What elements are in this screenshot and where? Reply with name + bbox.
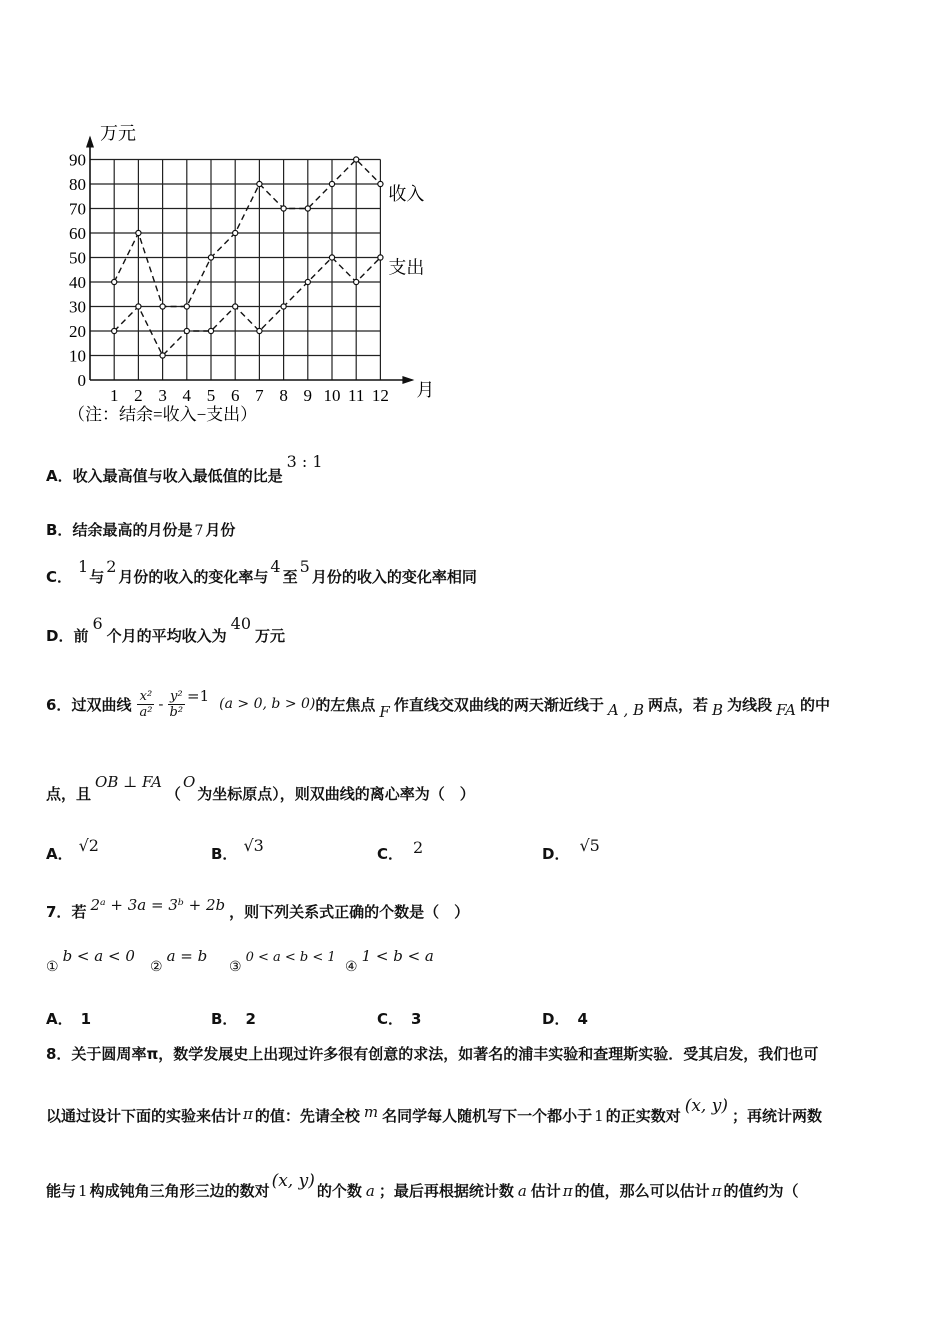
data-point: [160, 304, 165, 309]
series-label: 收入: [388, 184, 425, 204]
x-tick-label: 1: [109, 386, 119, 405]
data-point: [184, 304, 189, 309]
data-point: [136, 230, 141, 235]
chart-grid: [90, 160, 380, 381]
y-tick-label: 80: [69, 175, 86, 194]
data-point: [233, 230, 238, 235]
x-tick-label: 4: [182, 386, 192, 405]
q5-option-d: D．前6个月的平均收入为40万元: [46, 614, 286, 645]
q7-item-2: ②a = b: [150, 947, 208, 975]
x-tick-label: 8: [279, 386, 288, 405]
line-chart: [40, 110, 460, 430]
q5-option-c: C．1与2月份的收入的变化率与4至5月份的收入的变化率相同: [46, 557, 477, 586]
data-point: [160, 353, 165, 358]
q7-option-b: B． 2: [211, 1010, 256, 1028]
data-point: [281, 304, 286, 309]
q7-item-4: ④1 < b < a: [345, 947, 434, 975]
x-tick-label: 5: [206, 386, 216, 405]
x-axis-arrow: [402, 376, 414, 384]
data-point: [354, 279, 359, 284]
x-tick-label: 2: [134, 386, 143, 405]
q6-option-d: D． √5: [542, 836, 600, 863]
data-point: [112, 328, 117, 333]
q6-line1: 6． 过双曲线 $\frac{\text{x²}}{\text{a²}}$ - $\frac{\text{y²}}{\text{b²}}$ =1 (a > 0, b > 0) 的左焦点 F 作直线交双曲线的两天渐近线于 A , B 两点，若 B 为线段 FA 的中: [46, 687, 831, 721]
data-point: [184, 328, 189, 333]
x-tick-label: 10: [323, 386, 341, 405]
q5-option-b: B．结余最高的月份是 7 月份: [46, 521, 236, 539]
data-point: [305, 279, 310, 284]
chart-axes: [86, 136, 414, 385]
y-tick-label: 90: [69, 150, 86, 170]
y-tick-label: 60: [69, 224, 86, 243]
y-tick-label: 20: [69, 322, 86, 341]
x-tick-label: 11: [348, 386, 365, 405]
q7-option-a: A． 1: [46, 1010, 92, 1028]
q6-option-c: C． 2: [377, 838, 424, 863]
data-point: [354, 157, 359, 162]
q8-line1: 8．关于圆周率π，数学发展史上出现过许多很有创意的求法，如著名的浦丰实验和查理斯实验．受其启发，我们也可: [46, 1045, 819, 1063]
series-label: 支出: [388, 257, 425, 278]
data-point: [329, 181, 334, 186]
y-tick-label: 70: [69, 199, 86, 219]
y-tick-label: 10: [69, 346, 86, 366]
q6-line2: 点，且OB ⊥ FA（O为坐标原点），则双曲线的离心率为（ ）: [46, 773, 475, 803]
x-tick-label: 12: [371, 386, 389, 405]
x-tick-label: 3: [158, 386, 167, 405]
x-tick-label: 6: [230, 386, 240, 405]
chart-note: （注：结余=收入−支出）: [68, 405, 258, 424]
y-tick-label: 40: [69, 273, 86, 292]
x-tick-label: 9: [303, 386, 313, 405]
q7-option-d: D． 4: [542, 1010, 588, 1028]
chart-labels: [68, 124, 434, 425]
q8-line2: 以通过设计下面的实验来估计 π 的值：先请全校 m 名同学每人随机写下一个都小于 1 的正实数对 (x, y) ；再统计两数: [46, 1096, 822, 1125]
y-axis-arrow: [86, 136, 94, 148]
y-tick-label: 0: [77, 371, 86, 390]
q7-item-3: ③0 < a < b < 1: [229, 950, 336, 975]
data-point: [281, 206, 286, 211]
fraction-y2-b2: $\frac{\text{y²}}{\text{b²}}$: [169, 688, 184, 720]
x-tick-label: 7: [255, 386, 264, 405]
y-tick-label: 30: [69, 297, 86, 317]
y-tick-label: 50: [69, 248, 86, 268]
q8-line3: 能与 1 构成钝角三角形三边的数对 (x, y) 的个数 a ；最后再根据统计数 a 估计 π 的值，那么可以估计 π 的值约为（: [46, 1171, 799, 1200]
fraction-x2-a2: $\frac{\text{x²}}{\text{a²}}$: [139, 688, 153, 720]
data-point: [233, 304, 238, 309]
q7-stem: 7．若 2ᵃ + 3a = 3ᵇ + 2b ，则下列关系式正确的个数是（ ）: [46, 896, 470, 921]
q6-option-b: B． √3: [211, 836, 264, 863]
q6-option-a: A． √2: [46, 836, 99, 863]
data-point: [208, 255, 213, 260]
data-point: [305, 206, 310, 211]
q5-option-a: A．收入最高值与收入最低值的比是3 : 1: [46, 452, 323, 485]
data-point: [378, 181, 383, 186]
y-axis-label: 万元: [100, 123, 136, 144]
q7-item-1: ①b < a < 0: [46, 947, 135, 975]
x-axis-label: 月: [416, 380, 435, 400]
data-point: [208, 328, 213, 333]
data-point: [378, 255, 383, 260]
data-point: [329, 255, 334, 260]
data-point: [257, 328, 262, 333]
data-point: [112, 279, 117, 284]
data-point: [257, 181, 262, 186]
q7-option-c: C． 3: [377, 1010, 422, 1028]
data-point: [136, 304, 141, 309]
